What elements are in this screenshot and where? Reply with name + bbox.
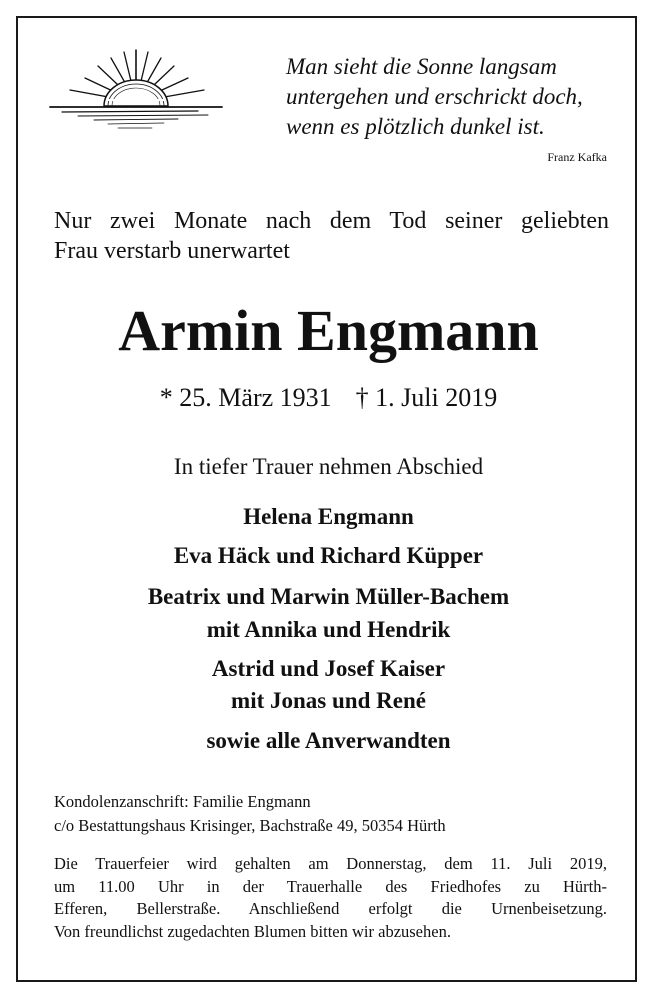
intro-text — [54, 206, 609, 266]
service-line: Die Trauerfeier wird gehalten am Donnerstag, dem 11. Juli 2019, — [54, 854, 607, 873]
mourner-line: sowie alle Anverwandten — [206, 728, 451, 753]
service-line: Efferen, Bellerstraße. Anschließend erfolgt die Urnenbeisetzung. — [54, 899, 607, 918]
mourners-heading: In tiefer Trauer nehmen Abschied — [173, 454, 484, 479]
mourner-line: mit Jonas und René — [231, 688, 426, 713]
birth-date: * 25. März 1931 — [159, 383, 332, 412]
death-date: † 1. Juli 2019 — [355, 383, 498, 412]
life-dates — [0, 381, 657, 415]
motto-line: untergehen und erschrickt doch, — [286, 84, 583, 109]
mourner-line: Beatrix und Marwin Müller-Bachem — [147, 584, 510, 609]
condolence-address — [54, 790, 446, 838]
intro-line: Frau verstarb unerwartet — [54, 238, 290, 264]
motto-author: Franz Kafka — [547, 150, 607, 164]
deceased-name: Armin Engmann — [118, 298, 539, 363]
condolence-line: c/o Bestattungshaus Krisinger, Bachstraße 49, 50354 Hürth — [54, 816, 446, 835]
mourner-line: Helena Engmann — [243, 504, 414, 529]
funeral-service-info — [54, 853, 607, 943]
service-line: um 11.00 Uhr in der Trauerhalle des Friedhofes zu Hürth- — [54, 876, 607, 896]
condolence-line: Kondolenzanschrift: Familie Engmann — [54, 792, 311, 811]
mourner-line: Eva Häck und Richard Küpper — [173, 543, 484, 568]
motto-quote — [286, 52, 616, 142]
mourner-line: mit Annika und Hendrik — [206, 617, 451, 642]
setting-sun-icon — [48, 44, 224, 134]
motto-line: Man sieht die Sonne langsam — [286, 54, 557, 79]
intro-line: Nur zwei Monate nach dem Tod seiner geliebten — [54, 208, 609, 234]
service-line: Von freundlichst zugedachten Blumen bitten wir abzusehen. — [54, 921, 451, 941]
mourner-line: Astrid und Josef Kaiser — [211, 656, 446, 681]
motto-line: wenn es plötzlich dunkel ist. — [286, 114, 545, 139]
